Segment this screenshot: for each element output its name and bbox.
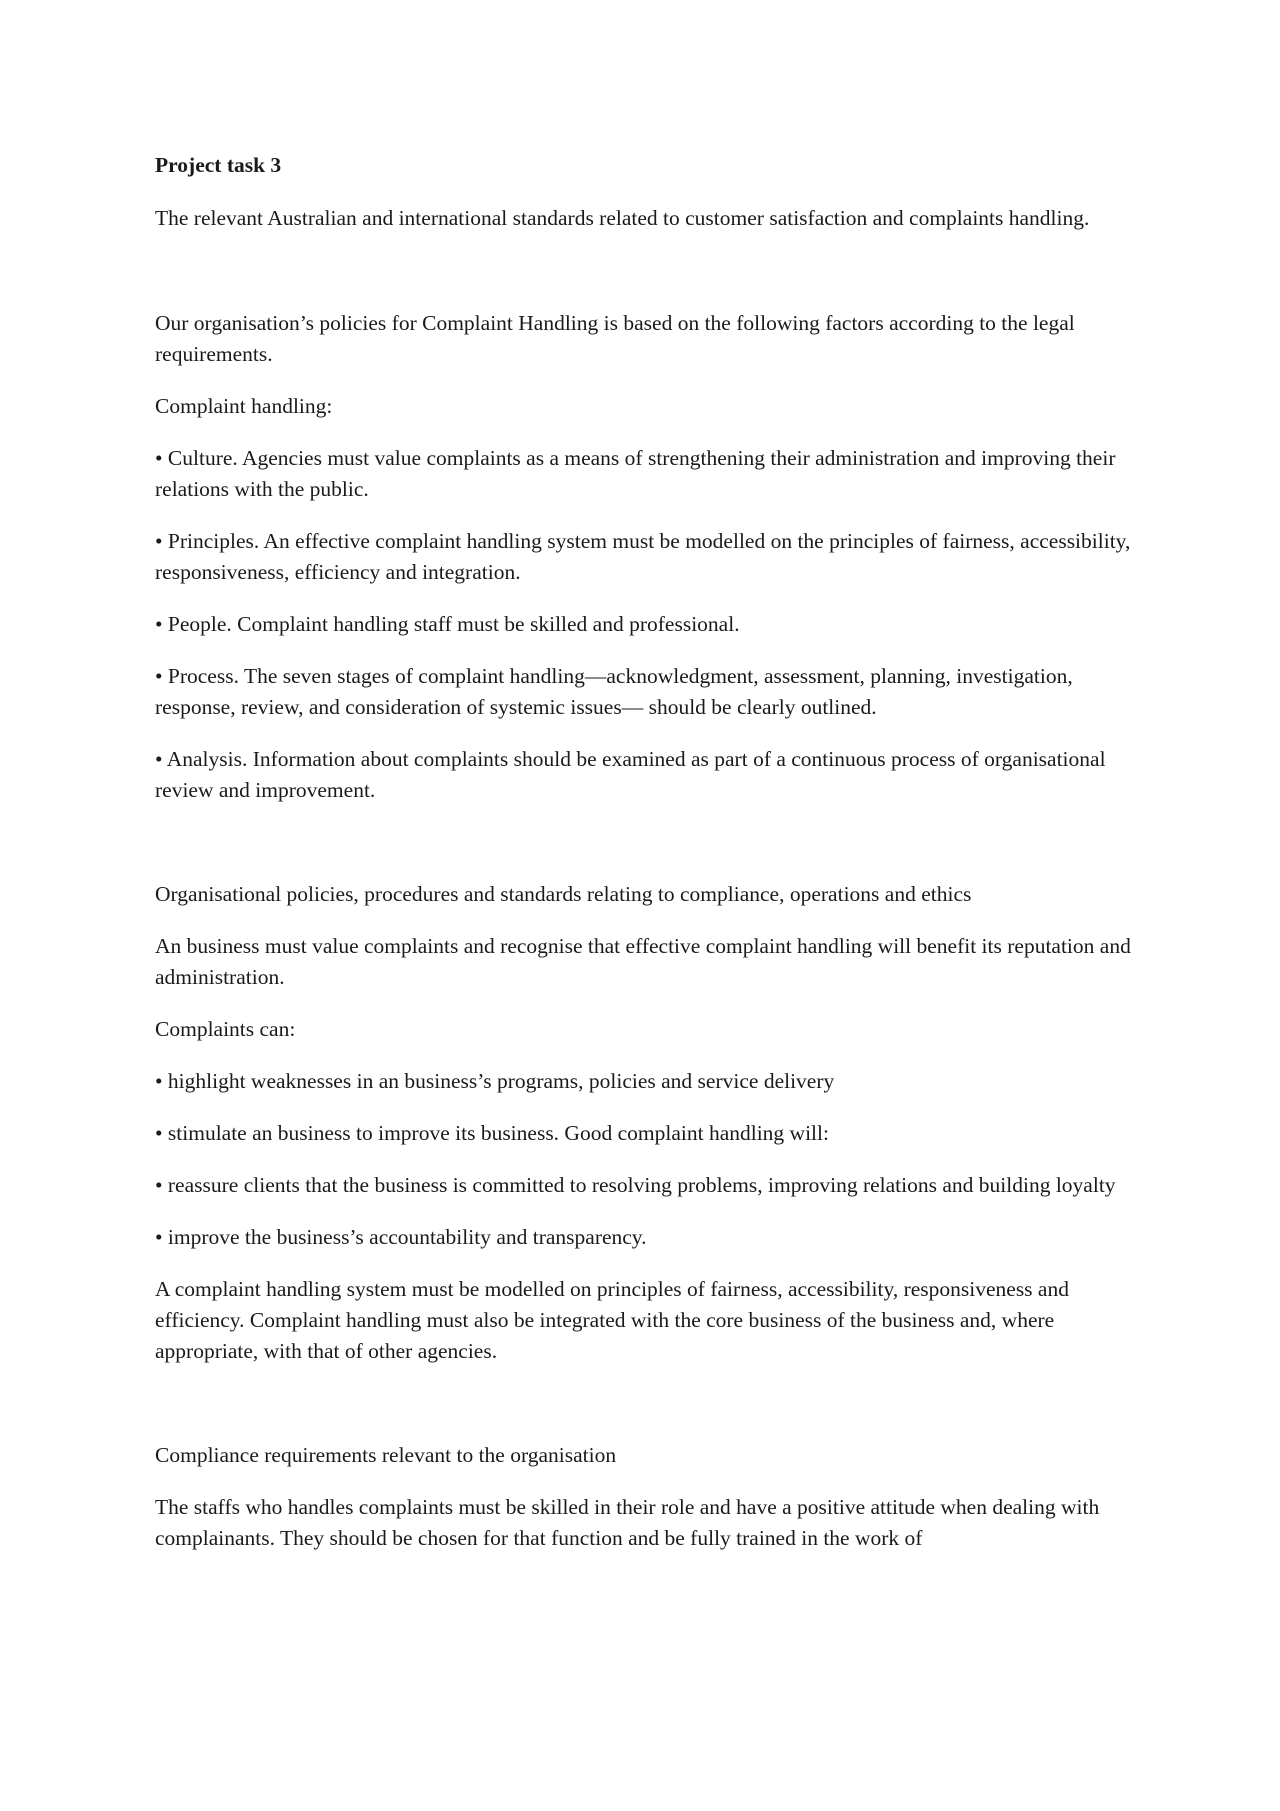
complaints-can-heading: Complaints can: [155, 1017, 296, 1041]
bullet-analysis: • Analysis. Information about complaints should be examined as part of a continuous process of organisational review and improvement. [155, 747, 1106, 802]
bullet-principles: • Principles. An effective complaint handling system must be modelled on the principles of fairness, accessibility, responsiveness, efficiency and integration. [155, 529, 1131, 584]
policies-intro-paragraph: Our organisation’s policies for Complaint Handling is based on the following factors according to the legal requirements. [155, 311, 1075, 366]
bullet-people: • People. Complaint handling staff must be skilled and professional. [155, 612, 740, 636]
bullet-stimulate: • stimulate an business to improve its business. Good complaint handling will: [155, 1121, 829, 1145]
org-policies-heading: Organisational policies, procedures and standards relating to compliance, operations and ethics [155, 882, 972, 906]
bullet-highlight-weaknesses: • highlight weaknesses in an business’s programs, policies and service delivery [155, 1069, 835, 1093]
bullet-culture: • Culture. Agencies must value complaints as a means of strengthening their administration and improving their relations with the public. [155, 446, 1116, 501]
compliance-heading: Compliance requirements relevant to the organisation [155, 1443, 617, 1467]
document-page [155, 150, 1145, 1575]
org-policies-paragraph: An business must value complaints and recognise that effective complaint handling will benefit its reputation and administration. [155, 934, 1131, 989]
bullet-improve-accountability: • improve the business’s accountability and transparency. [155, 1225, 647, 1249]
intro-paragraph: The relevant Australian and international standards related to customer satisfaction and complaints handling. [155, 206, 1090, 230]
document-title: Project task 3 [155, 153, 282, 177]
bullet-process: • Process. The seven stages of complaint handling—acknowledgment, assessment, planning, investigation, response, review, and consideration of systemic issues— should be clearly outlined. [155, 664, 1073, 719]
compliance-paragraph: The staffs who handles complaints must be skilled in their role and have a positive attitude when dealing with complainants. They should be chosen for that function and be fully trained in the work of [155, 1495, 1100, 1550]
complaint-handling-heading: Complaint handling: [155, 394, 333, 418]
system-paragraph: A complaint handling system must be modelled on principles of fairness, accessibility, responsiveness and efficiency. Complaint handling must also be integrated with the core business of the business and, where appropriate, with that of other agencies. [155, 1277, 1069, 1363]
bullet-reassure: • reassure clients that the business is committed to resolving problems, improving relations and building loyalty [155, 1173, 1116, 1197]
